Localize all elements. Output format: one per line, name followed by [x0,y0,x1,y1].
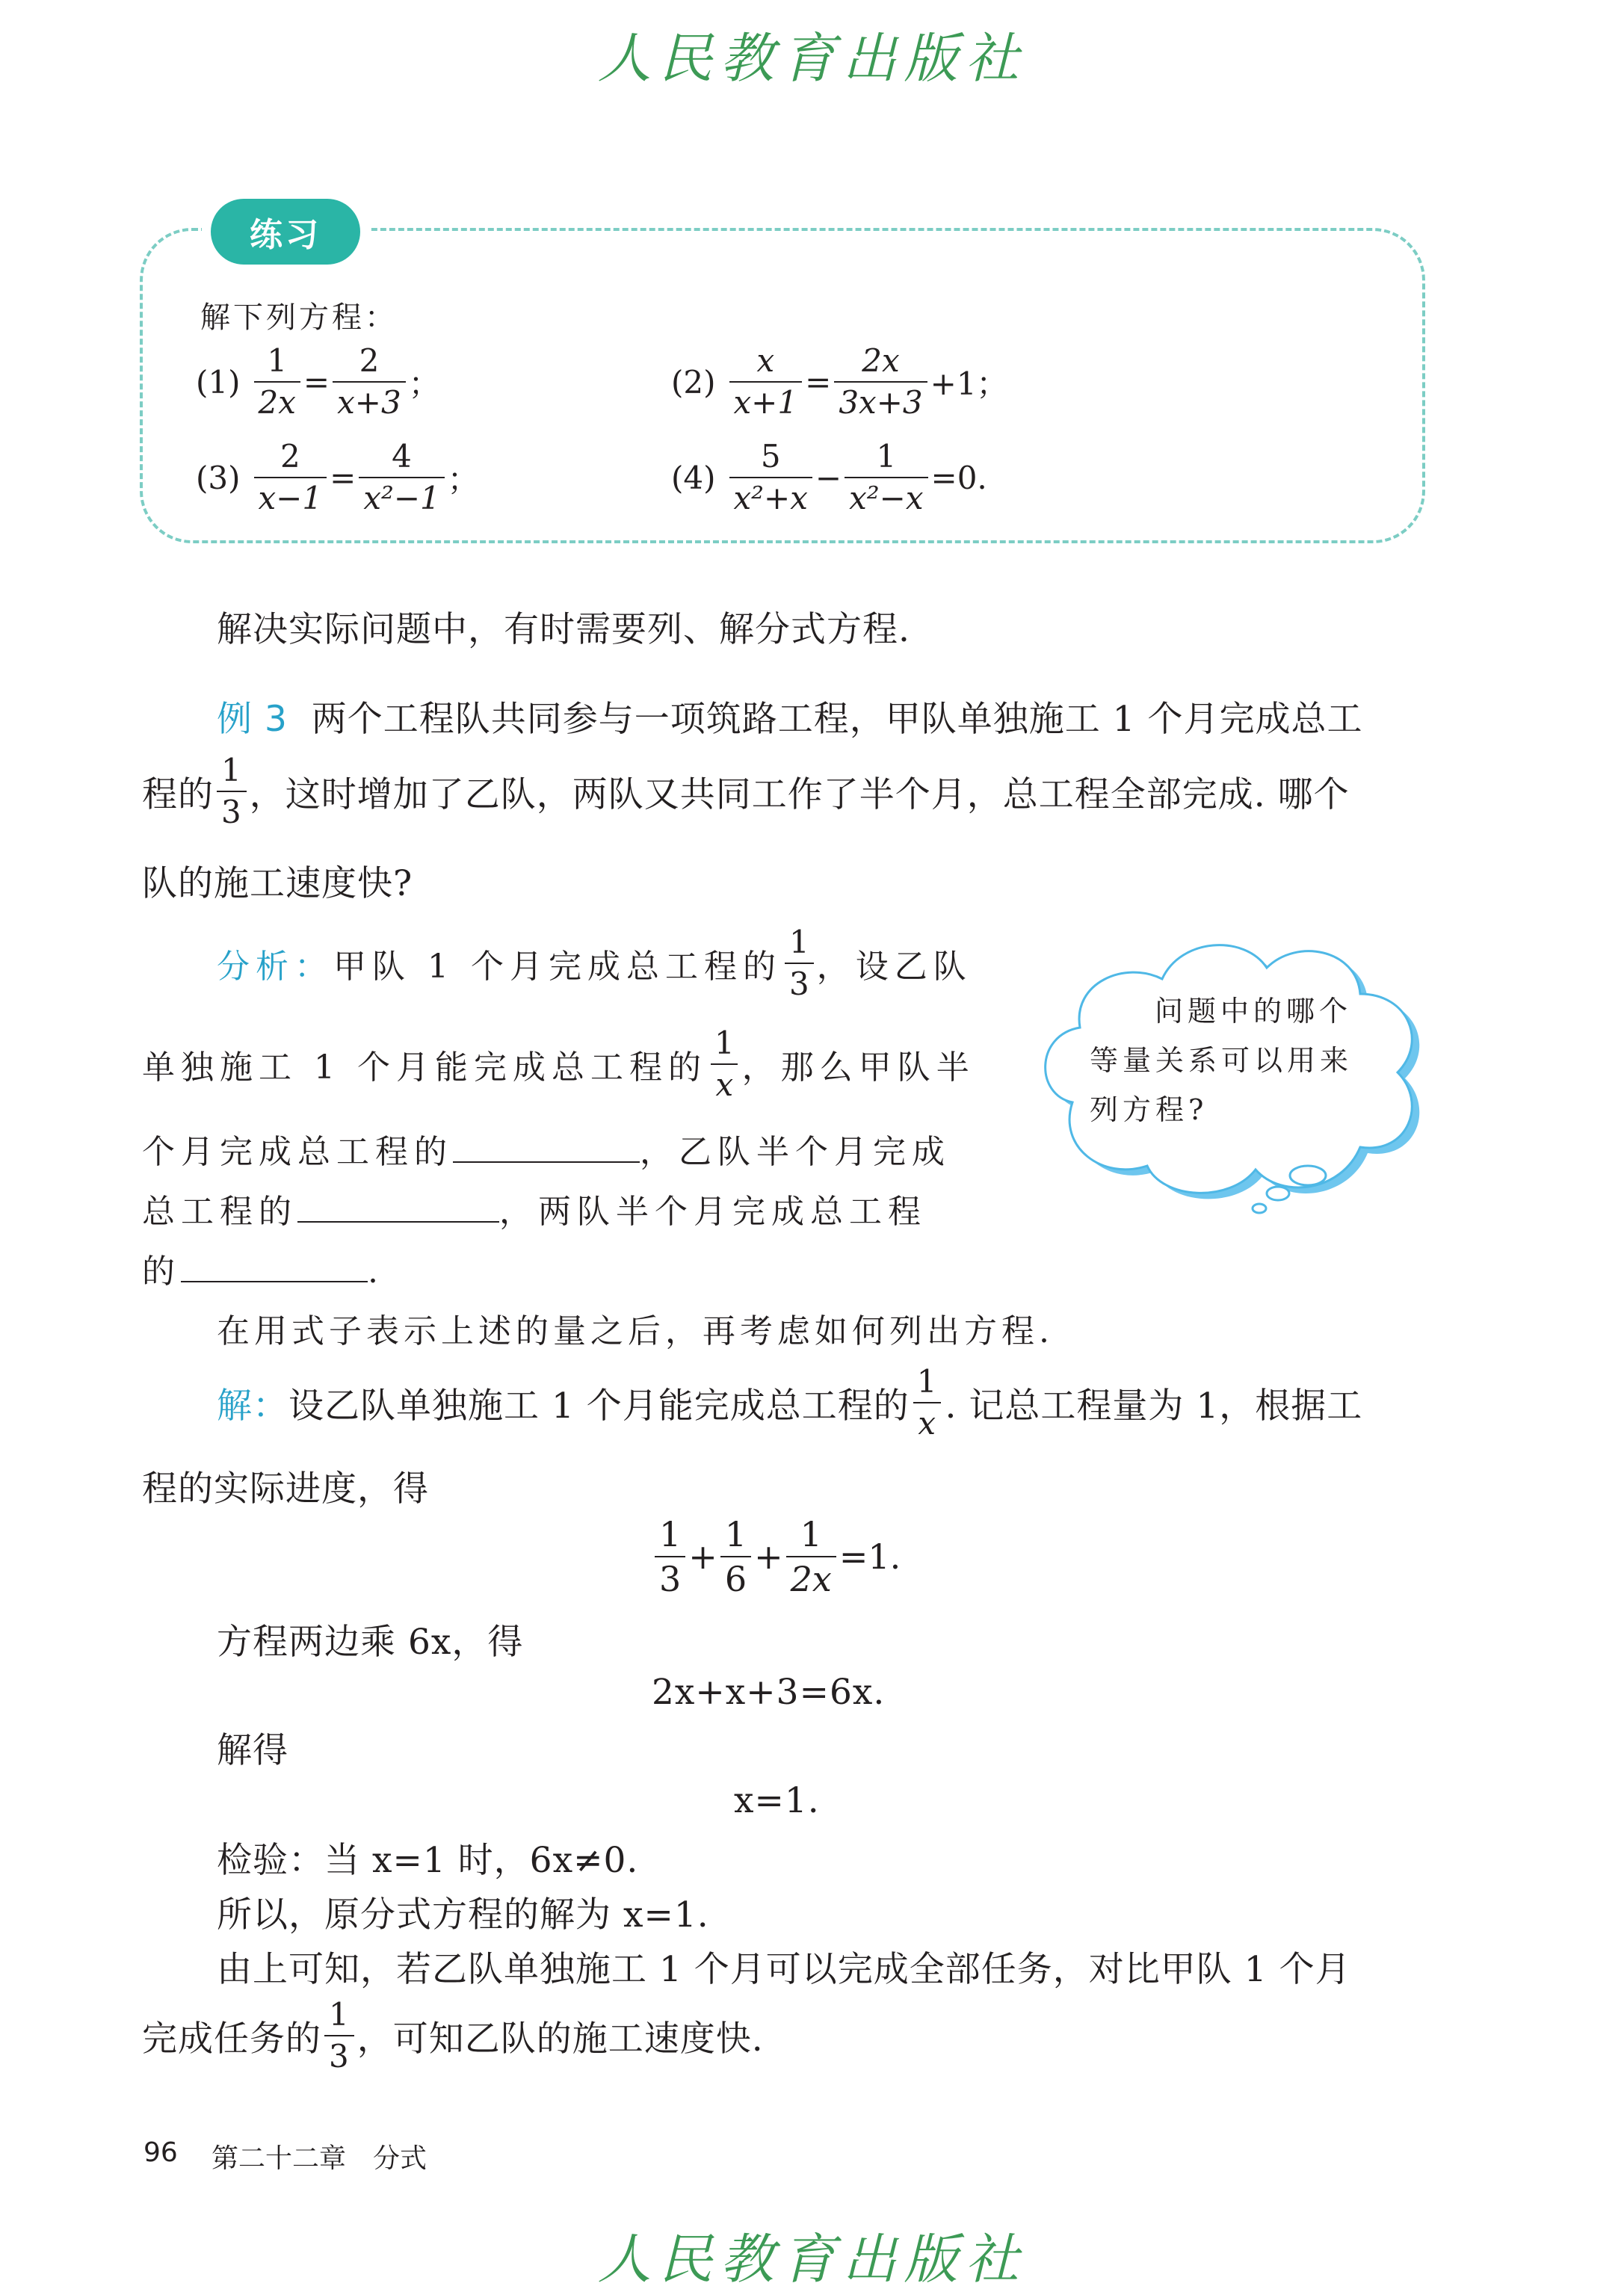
frac-denominator: 2x [786,1556,836,1596]
frac-numerator: 1 [788,924,809,960]
analysis-line-2 [142,1025,975,1103]
example-text-1: 两个工程队共同参与一项筑路工程，甲队单独施工 1 个月完成总工 [311,699,1363,740]
example-label: 例 3 [217,699,288,740]
solution-line-3: 方程两边乘 6x，得 [217,1622,524,1663]
frac-numerator: 1 [800,1514,822,1554]
analysis-text: ，那么甲队半 [741,1048,975,1087]
analysis-line-3 [142,1125,951,1173]
frac-denominator: 3 [655,1556,685,1596]
practice-item-4 [671,438,987,516]
cloud-line-2: 等量关系可以用来 [1090,1044,1353,1077]
frac-denominator: 3x+3 [834,381,927,418]
frac-numerator: 5 [760,438,781,475]
item-number: (2) [671,363,716,401]
practice-item-2 [671,342,1008,421]
example-line-3: 队的施工速度快? [142,863,413,904]
analysis-text: ，设乙队 [816,948,972,986]
frac-denominator: x+3 [333,381,406,418]
frac-numerator: 1 [714,1025,735,1061]
cloud-bubble-large [1290,1166,1326,1185]
cloud-bubble-medium [1267,1187,1289,1200]
publisher-logo-top: 人民教育出版社 [597,27,1027,90]
solution-check: 检验：当 x=1 时，6x≠0. [217,1840,639,1881]
practice-item-1 [196,342,440,421]
solution-line-2: 程的实际进度，得 [142,1468,429,1510]
practice-tag: 练习 [211,199,360,265]
example-text-2-pre: 程的 [142,773,214,815]
item-number: (3) [196,459,241,496]
answer-blank[interactable] [181,1251,368,1282]
frac-numerator: 1 [724,1514,747,1554]
solution-final-1: 由上可知，若乙队单独施工 1 个月可以完成全部任务，对比甲队 1 个月 [217,1949,1351,1990]
analysis-text: . [368,1252,384,1291]
analysis-text: 甲队 1 个月完成总工程的 [333,948,782,986]
practice-item-3 [196,438,479,516]
equation-tail: =1. [839,1536,901,1577]
solution-final-2 [142,1996,764,2075]
frac-denominator: x [711,1063,738,1101]
solution-equation-2: 2x+x+3=6x. [652,1672,886,1713]
analysis-text: ，两队半个月完成总工程 [499,1193,927,1231]
equation-tail: ； [447,461,479,498]
publisher-logo-bottom: 人民教育出版社 [597,2228,1027,2291]
solution-equation-3: x=1. [734,1780,820,1821]
solution-line-1 [217,1363,1363,1442]
analysis-text: ，乙队半个月完成 [640,1133,951,1171]
analysis-line-1 [217,924,972,1002]
analysis-label: 分析： [217,948,333,986]
analysis-text: 的 [142,1252,181,1291]
frac-numerator: x [756,342,775,379]
analysis-after: 在用式子表示上述的量之后，再考虑如何列出方程. [217,1312,1054,1350]
practice-instruction: 解下列方程： [200,300,398,335]
frac-numerator: 1 [876,438,897,475]
frac-numerator: 1 [659,1514,682,1554]
equation-operator: − [815,459,842,496]
analysis-line-5 [142,1244,384,1292]
frac-numerator: 1 [267,342,288,379]
frac-numerator: 4 [392,438,412,475]
cloud-line-3: 列方程? [1090,1093,1208,1126]
frac-numerator: 2x [862,342,900,379]
frac-denominator: 2x [254,381,300,418]
equation-operator: = [303,363,330,401]
frac-denominator: 3 [324,2035,354,2072]
frac-numerator: 2 [359,342,380,379]
cloud-line-1: 问题中的哪个 [1155,995,1353,1028]
solution-equation-1 [652,1514,901,1599]
frac-numerator: 2 [280,438,300,475]
solution-conclusion: 所以，原分式方程的解为 x=1. [217,1894,709,1936]
page-number: 96 [143,2137,178,2168]
equation-tail: =0. [930,459,987,496]
analysis-text: 总工程的 [142,1193,297,1231]
frac-numerator: 1 [916,1363,938,1400]
frac-denominator: x²−x [845,477,927,514]
solution-line-4: 解得 [217,1730,288,1771]
solution-text: 设乙队单独施工 1 个月能完成总工程的 [288,1385,910,1427]
frac-denominator: x+1 [729,381,803,418]
frac-denominator: x²+x [729,477,812,514]
example-line-2 [142,752,1350,830]
intro-text: 解决实际问题中，有时需要列、解分式方程. [217,609,910,650]
answer-blank[interactable] [453,1131,640,1163]
chapter-title: 第二十二章 分式 [212,2143,427,2174]
example-line-1 [217,691,1363,741]
frac-denominator: 3 [785,963,814,1000]
frac-denominator: x−1 [254,477,327,514]
plus-sign: + [754,1536,783,1577]
equation-operator: = [330,459,356,496]
analysis-line-4 [142,1184,927,1232]
solution-text: ，可知乙队的施工速度快. [356,2018,764,2060]
frac-denominator: x [913,1402,941,1439]
analysis-text: 单独施工 1 个月能完成总工程的 [142,1048,707,1087]
equation-tail: +1； [930,365,1008,402]
equation-operator: = [805,363,832,401]
frac-numerator: 1 [329,1996,350,2033]
answer-blank[interactable] [297,1191,499,1223]
cloud-bubble-small [1253,1204,1266,1213]
solution-text: . 记总工程量为 1，根据工 [945,1385,1363,1427]
analysis-text: 个月完成总工程的 [142,1133,453,1171]
equation-tail: ； [408,365,440,402]
example-text-2-post: ，这时增加了乙队，两队又共同工作了半个月，总工程全部完成. 哪个 [249,773,1350,815]
plus-sign: + [688,1536,717,1577]
frac-denominator: 6 [720,1556,751,1596]
item-number: (1) [196,363,241,401]
solution-label: 解： [217,1385,288,1427]
frac-denominator: 3 [217,791,247,828]
frac-denominator: x²−1 [359,477,444,514]
item-number: (4) [671,459,716,496]
solution-text: 完成任务的 [142,2018,321,2060]
frac-numerator: 1 [221,752,242,788]
